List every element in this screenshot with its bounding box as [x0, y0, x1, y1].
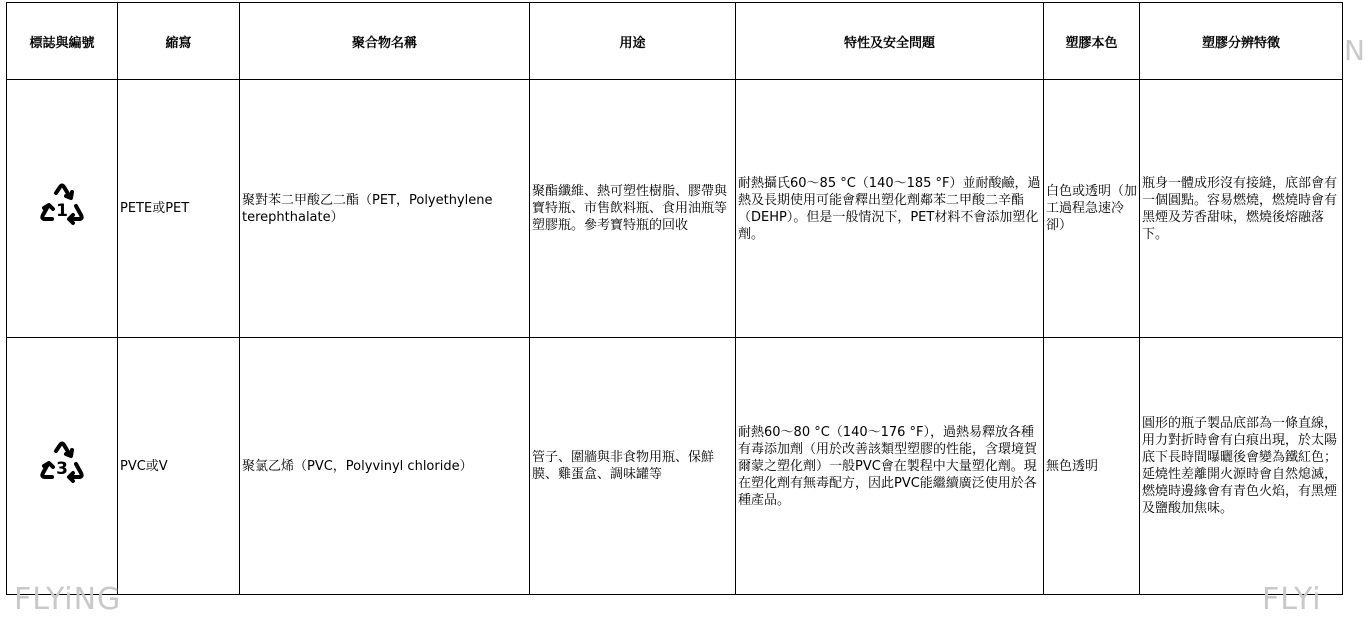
header-polymer-name: 聚合物名稱 — [240, 3, 530, 80]
plastics-table — [6, 2, 1343, 595]
usage-cell: 管子、圍牆與非食物用瓶、保鮮膜、雞蛋盒、調味罐等 — [530, 338, 736, 595]
safety-cell: 耐熱攝氏60～85 °C（140～185 °F）並耐酸鹼，過熱及長期使用可能會釋出塑化劑鄰苯二甲酸二辛酯（DEHP）。但是一般情況下，PET材料不會添加塑化劑。 — [736, 80, 1044, 338]
usage-cell: 聚酯纖維、熱可塑性樹脂、膠帶與寶特瓶、市售飲料瓶、食用油瓶等塑膠瓶。參考寶特瓶的回收 — [530, 80, 736, 338]
watermark-bottom-left: FLYiNG — [14, 582, 122, 617]
recycle-number: 3 — [56, 458, 68, 479]
identify-cell: 瓶身一體成形沒有接縫，底部會有一個圓點。容易燃燒，燃燒時會有黑煙及芳香甜味，燃燒後熔融落下。 — [1140, 80, 1343, 338]
recycle-number: 1 — [56, 201, 68, 221]
watermark-top-right: N — [1344, 34, 1366, 67]
header-usage: 用途 — [530, 3, 736, 80]
symbol-cell — [7, 80, 118, 338]
recycle-triangle-icon — [34, 437, 90, 491]
safety-cell: 耐熱60～80 °C（140～176 °F），過熱易釋放各種有毒添加劑（用於改善該類型塑膠的性能，含環境賀爾蒙之塑化劑）一般PVC會在製程中大量塑化劑。現在塑化劑有無毒配方，因此PVC能繼續廣泛使用於各種產品。 — [736, 338, 1044, 595]
header-identify: 塑膠分辨特徵 — [1140, 3, 1343, 80]
abbr-cell: PETE或PET — [118, 80, 240, 338]
table-row — [7, 80, 1343, 338]
header-safety: 特性及安全問題 — [736, 3, 1044, 80]
symbol-cell — [7, 338, 118, 595]
watermark-bottom-right: FLYi — [1262, 582, 1322, 617]
header-abbr: 縮寫 — [118, 3, 240, 80]
polymer-name-cell: 聚氯乙烯（PVC，Polyvinyl chloride） — [240, 338, 530, 595]
recycle-triangle-icon — [34, 179, 90, 233]
header-symbol: 標誌與編號 — [7, 3, 118, 80]
color-cell: 白色或透明（加工過程急速冷卻） — [1044, 80, 1140, 338]
header-row — [7, 3, 1343, 80]
abbr-cell: PVC或V — [118, 338, 240, 595]
color-cell: 無色透明 — [1044, 338, 1140, 595]
table-row — [7, 338, 1343, 595]
polymer-name-cell: 聚對苯二甲酸乙二酯（PET，Polyethylene terephthalate） — [240, 80, 530, 338]
header-color: 塑膠本色 — [1044, 3, 1140, 80]
identify-cell: 圓形的瓶子製品底部為一條直線，用力對折時會有白痕出現，於太陽底下長時間曝曬後會變為鐵紅色；延燒性差離開火源時會自然熄滅，燃燒時邊緣會有青色火焰，有黑煙及鹽酸加焦味。 — [1140, 338, 1343, 595]
